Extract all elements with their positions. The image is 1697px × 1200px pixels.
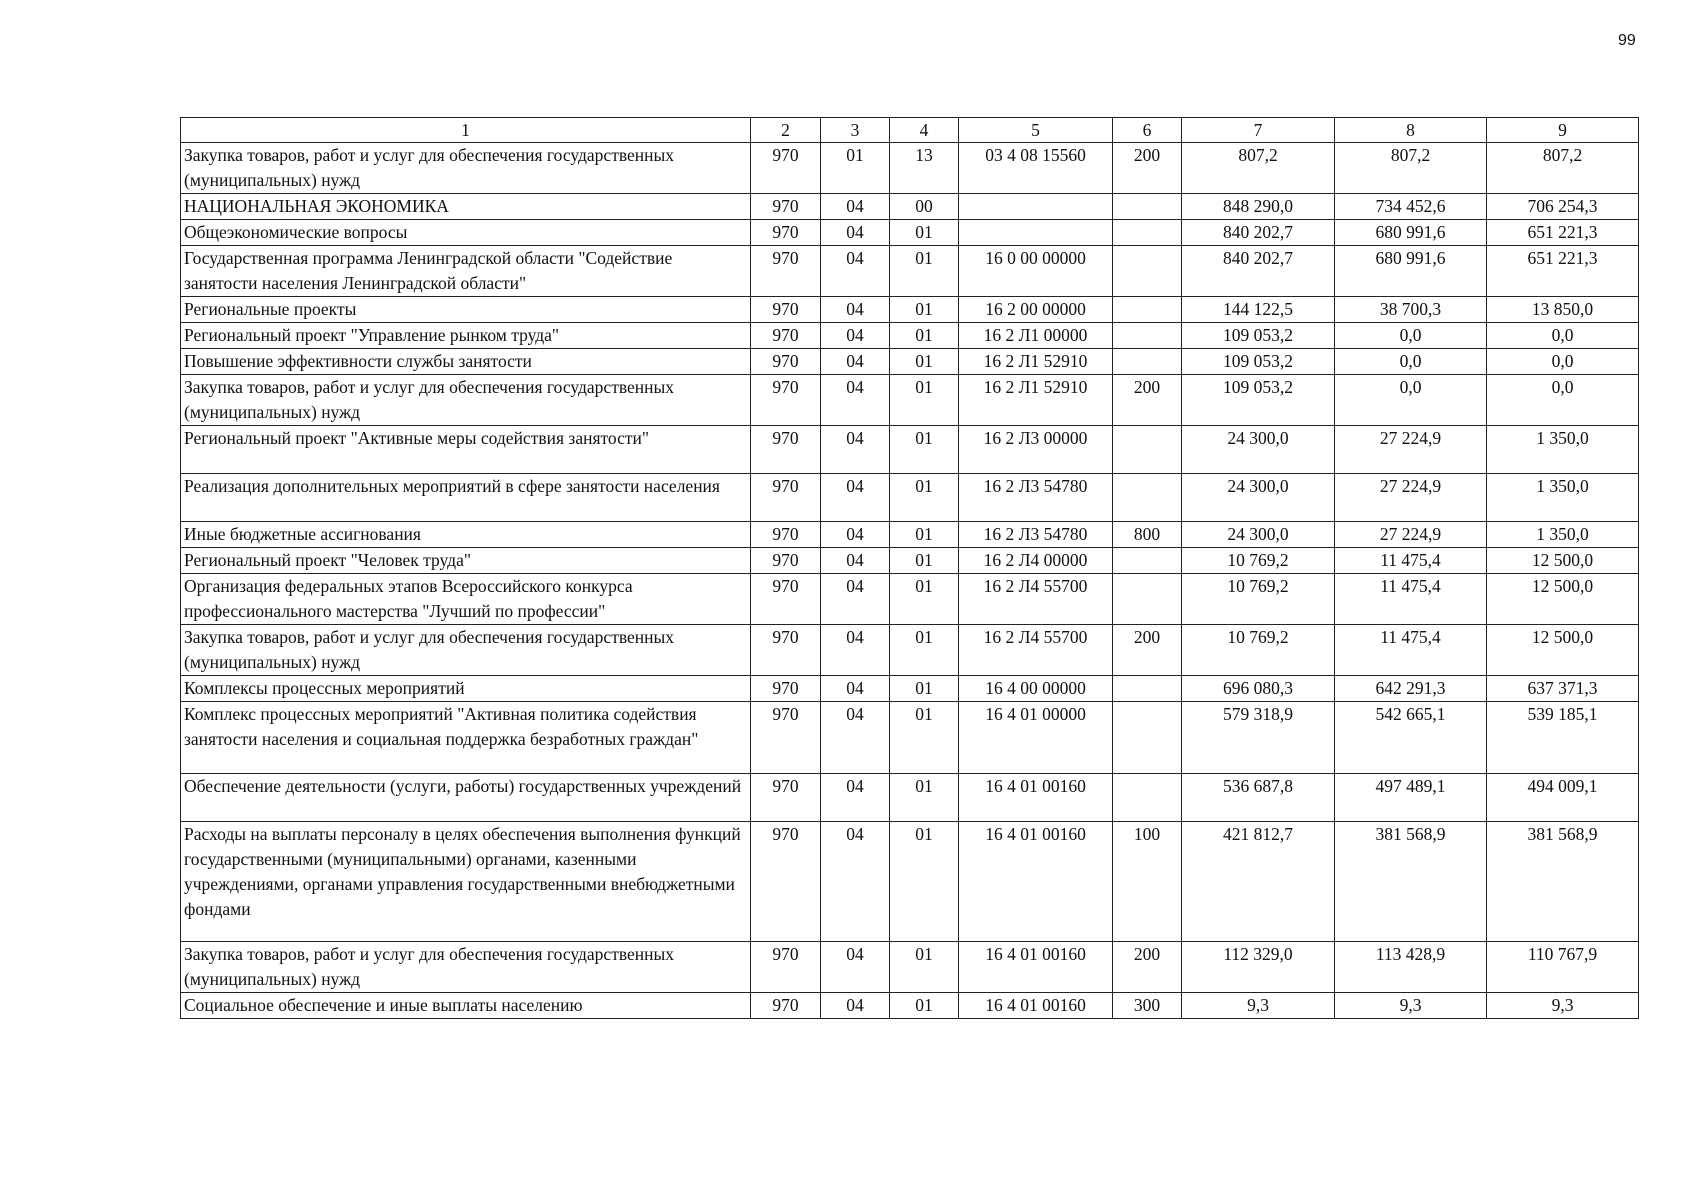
row-name-cell: Закупка товаров, работ и услуг для обеспечения государственных (муниципальных) нужд [181,143,751,194]
target-article-cell: 16 2 Л1 00000 [959,323,1113,349]
amount-year1-cell: 9,3 [1182,993,1335,1019]
grbs-cell: 970 [751,220,821,246]
row-name-cell: НАЦИОНАЛЬНАЯ ЭКОНОМИКА [181,194,751,220]
amount-year3-cell: 494 009,1 [1487,774,1639,822]
amount-year1-cell: 579 318,9 [1182,702,1335,774]
page-number: 99 [1618,32,1636,49]
amount-year3-cell: 381 568,9 [1487,822,1639,942]
amount-year1-cell: 109 053,2 [1182,375,1335,426]
amount-year3-cell: 110 767,9 [1487,942,1639,993]
amount-year3-cell: 12 500,0 [1487,548,1639,574]
amount-year2-cell: 680 991,6 [1335,220,1487,246]
amount-year2-cell: 381 568,9 [1335,822,1487,942]
subsection-cell: 01 [890,822,959,942]
amount-year2-cell: 38 700,3 [1335,297,1487,323]
amount-year1-cell: 109 053,2 [1182,323,1335,349]
row-name-cell: Повышение эффективности службы занятости [181,349,751,375]
subsection-cell: 01 [890,774,959,822]
column-header: 2 [751,118,821,143]
expense-type-cell [1113,426,1182,474]
expense-type-cell [1113,676,1182,702]
amount-year2-cell: 807,2 [1335,143,1487,194]
table-row [181,522,1639,548]
section-cell: 04 [821,323,890,349]
row-name-cell: Обеспечение деятельности (услуги, работы) государственных учреждений [181,774,751,822]
subsection-cell: 01 [890,548,959,574]
amount-year1-cell: 840 202,7 [1182,220,1335,246]
amount-year1-cell: 112 329,0 [1182,942,1335,993]
amount-year1-cell: 10 769,2 [1182,574,1335,625]
budget-table [180,117,1639,1019]
amount-year3-cell: 13 850,0 [1487,297,1639,323]
column-header: 1 [181,118,751,143]
subsection-cell: 01 [890,993,959,1019]
amount-year2-cell: 0,0 [1335,375,1487,426]
amount-year2-cell: 0,0 [1335,323,1487,349]
target-article-cell: 16 2 Л4 00000 [959,548,1113,574]
column-header: 7 [1182,118,1335,143]
target-article-cell [959,220,1113,246]
amount-year2-cell: 734 452,6 [1335,194,1487,220]
subsection-cell: 01 [890,702,959,774]
expense-type-cell: 300 [1113,993,1182,1019]
target-article-cell: 16 2 00 00000 [959,297,1113,323]
expense-type-cell [1113,220,1182,246]
grbs-cell: 970 [751,375,821,426]
table-row [181,625,1639,676]
amount-year3-cell: 0,0 [1487,349,1639,375]
expense-type-cell [1113,323,1182,349]
amount-year1-cell: 807,2 [1182,143,1335,194]
target-article-cell: 16 2 Л1 52910 [959,375,1113,426]
row-name-cell: Общеэкономические вопросы [181,220,751,246]
expense-type-cell [1113,574,1182,625]
table-row [181,822,1639,942]
table-row [181,220,1639,246]
subsection-cell: 01 [890,220,959,246]
expense-type-cell [1113,774,1182,822]
grbs-cell: 970 [751,702,821,774]
grbs-cell: 970 [751,942,821,993]
expense-type-cell: 200 [1113,143,1182,194]
column-header: 6 [1113,118,1182,143]
target-article-cell: 16 2 Л3 00000 [959,426,1113,474]
amount-year2-cell: 27 224,9 [1335,522,1487,548]
row-name-cell: Комплексы процессных мероприятий [181,676,751,702]
table-row [181,323,1639,349]
grbs-cell: 970 [751,676,821,702]
amount-year3-cell: 651 221,3 [1487,246,1639,297]
subsection-cell: 00 [890,194,959,220]
expense-type-cell: 200 [1113,375,1182,426]
amount-year2-cell: 0,0 [1335,349,1487,375]
amount-year3-cell: 1 350,0 [1487,426,1639,474]
target-article-cell: 16 2 Л1 52910 [959,349,1113,375]
amount-year3-cell: 9,3 [1487,993,1639,1019]
subsection-cell: 01 [890,349,959,375]
grbs-cell: 970 [751,625,821,676]
row-name-cell: Реализация дополнительных мероприятий в сфере занятости населения [181,474,751,522]
table-row [181,297,1639,323]
grbs-cell: 970 [751,774,821,822]
amount-year1-cell: 10 769,2 [1182,548,1335,574]
table-row [181,194,1639,220]
row-name-cell: Региональный проект "Активные меры содействия занятости" [181,426,751,474]
grbs-cell: 970 [751,349,821,375]
section-cell: 04 [821,194,890,220]
subsection-cell: 13 [890,143,959,194]
table-row [181,676,1639,702]
amount-year2-cell: 542 665,1 [1335,702,1487,774]
expense-type-cell [1113,297,1182,323]
amount-year3-cell: 0,0 [1487,375,1639,426]
amount-year2-cell: 27 224,9 [1335,474,1487,522]
subsection-cell: 01 [890,426,959,474]
table-row [181,426,1639,474]
target-article-cell: 16 4 01 00160 [959,774,1113,822]
subsection-cell: 01 [890,676,959,702]
column-header: 3 [821,118,890,143]
grbs-cell: 970 [751,993,821,1019]
amount-year3-cell: 637 371,3 [1487,676,1639,702]
section-cell: 04 [821,474,890,522]
subsection-cell: 01 [890,574,959,625]
table-row [181,548,1639,574]
section-cell: 04 [821,942,890,993]
target-article-cell: 16 2 Л4 55700 [959,625,1113,676]
amount-year2-cell: 11 475,4 [1335,625,1487,676]
grbs-cell: 970 [751,822,821,942]
table-row [181,702,1639,774]
amount-year1-cell: 24 300,0 [1182,426,1335,474]
row-name-cell: Закупка товаров, работ и услуг для обеспечения государственных (муниципальных) нужд [181,625,751,676]
column-header: 9 [1487,118,1639,143]
row-name-cell: Региональный проект "Человек труда" [181,548,751,574]
table-row [181,349,1639,375]
section-cell: 04 [821,676,890,702]
header-row [181,118,1639,143]
section-cell: 04 [821,993,890,1019]
table-row [181,474,1639,522]
section-cell: 04 [821,246,890,297]
subsection-cell: 01 [890,297,959,323]
row-name-cell: Закупка товаров, работ и услуг для обеспечения государственных (муниципальных) нужд [181,375,751,426]
target-article-cell: 16 4 01 00160 [959,993,1113,1019]
table-row [181,143,1639,194]
column-header: 8 [1335,118,1487,143]
target-article-cell: 03 4 08 15560 [959,143,1113,194]
grbs-cell: 970 [751,246,821,297]
table-row [181,942,1639,993]
expense-type-cell [1113,349,1182,375]
expense-type-cell: 200 [1113,942,1182,993]
amount-year3-cell: 539 185,1 [1487,702,1639,774]
target-article-cell: 16 2 Л4 55700 [959,574,1113,625]
amount-year3-cell: 12 500,0 [1487,574,1639,625]
target-article-cell: 16 4 01 00000 [959,702,1113,774]
subsection-cell: 01 [890,375,959,426]
row-name-cell: Социальное обеспечение и иные выплаты населению [181,993,751,1019]
amount-year2-cell: 27 224,9 [1335,426,1487,474]
expense-type-cell [1113,474,1182,522]
subsection-cell: 01 [890,942,959,993]
expense-type-cell: 800 [1113,522,1182,548]
row-name-cell: Региональные проекты [181,297,751,323]
row-name-cell: Иные бюджетные ассигнования [181,522,751,548]
target-article-cell: 16 4 01 00160 [959,822,1113,942]
table-row [181,246,1639,297]
amount-year2-cell: 113 428,9 [1335,942,1487,993]
amount-year2-cell: 680 991,6 [1335,246,1487,297]
target-article-cell: 16 4 00 00000 [959,676,1113,702]
expense-type-cell: 200 [1113,625,1182,676]
amount-year3-cell: 1 350,0 [1487,522,1639,548]
amount-year1-cell: 840 202,7 [1182,246,1335,297]
amount-year1-cell: 696 080,3 [1182,676,1335,702]
subsection-cell: 01 [890,522,959,548]
target-article-cell [959,194,1113,220]
amount-year1-cell: 421 812,7 [1182,822,1335,942]
amount-year1-cell: 24 300,0 [1182,474,1335,522]
row-name-cell: Расходы на выплаты персоналу в целях обеспечения выполнения функций государственными (муниципальными) органами, казенными учреждениями, органами управления государственными внебюджетными фондами [181,822,751,942]
amount-year3-cell: 1 350,0 [1487,474,1639,522]
amount-year2-cell: 642 291,3 [1335,676,1487,702]
amount-year1-cell: 536 687,8 [1182,774,1335,822]
column-header: 5 [959,118,1113,143]
target-article-cell: 16 4 01 00160 [959,942,1113,993]
amount-year2-cell: 9,3 [1335,993,1487,1019]
table-row [181,993,1639,1019]
section-cell: 04 [821,702,890,774]
row-name-cell: Региональный проект "Управление рынком труда" [181,323,751,349]
grbs-cell: 970 [751,297,821,323]
expense-type-cell [1113,194,1182,220]
row-name-cell: Закупка товаров, работ и услуг для обеспечения государственных (муниципальных) нужд [181,942,751,993]
grbs-cell: 970 [751,323,821,349]
grbs-cell: 970 [751,474,821,522]
grbs-cell: 970 [751,548,821,574]
amount-year2-cell: 11 475,4 [1335,548,1487,574]
table-row [181,574,1639,625]
amount-year1-cell: 109 053,2 [1182,349,1335,375]
amount-year2-cell: 497 489,1 [1335,774,1487,822]
grbs-cell: 970 [751,194,821,220]
section-cell: 04 [821,522,890,548]
amount-year1-cell: 848 290,0 [1182,194,1335,220]
target-article-cell: 16 2 Л3 54780 [959,474,1113,522]
section-cell: 04 [821,426,890,474]
grbs-cell: 970 [751,426,821,474]
grbs-cell: 970 [751,574,821,625]
amount-year1-cell: 10 769,2 [1182,625,1335,676]
section-cell: 04 [821,574,890,625]
section-cell: 04 [821,774,890,822]
amount-year3-cell: 12 500,0 [1487,625,1639,676]
row-name-cell: Комплекс процессных мероприятий "Активная политика содействия занятости населения и социальная поддержка безработных граждан" [181,702,751,774]
table-row [181,774,1639,822]
amount-year3-cell: 0,0 [1487,323,1639,349]
row-name-cell: Государственная программа Ленинградской области "Содействие занятости населения Ленинградской области" [181,246,751,297]
subsection-cell: 01 [890,246,959,297]
amount-year1-cell: 24 300,0 [1182,522,1335,548]
section-cell: 04 [821,297,890,323]
amount-year3-cell: 807,2 [1487,143,1639,194]
amount-year3-cell: 651 221,3 [1487,220,1639,246]
expense-type-cell: 100 [1113,822,1182,942]
expense-type-cell [1113,246,1182,297]
section-cell: 04 [821,625,890,676]
row-name-cell: Организация федеральных этапов Всероссийского конкурса профессионального мастерства "Лучший по профессии" [181,574,751,625]
section-cell: 04 [821,349,890,375]
subsection-cell: 01 [890,323,959,349]
grbs-cell: 970 [751,143,821,194]
section-cell: 04 [821,220,890,246]
section-cell: 04 [821,375,890,426]
section-cell: 01 [821,143,890,194]
amount-year1-cell: 144 122,5 [1182,297,1335,323]
table-row [181,375,1639,426]
column-header: 4 [890,118,959,143]
table-body [181,143,1639,1019]
section-cell: 04 [821,822,890,942]
expense-type-cell [1113,548,1182,574]
subsection-cell: 01 [890,625,959,676]
grbs-cell: 970 [751,522,821,548]
amount-year2-cell: 11 475,4 [1335,574,1487,625]
section-cell: 04 [821,548,890,574]
target-article-cell: 16 2 Л3 54780 [959,522,1113,548]
target-article-cell: 16 0 00 00000 [959,246,1113,297]
amount-year3-cell: 706 254,3 [1487,194,1639,220]
subsection-cell: 01 [890,474,959,522]
expense-type-cell [1113,702,1182,774]
